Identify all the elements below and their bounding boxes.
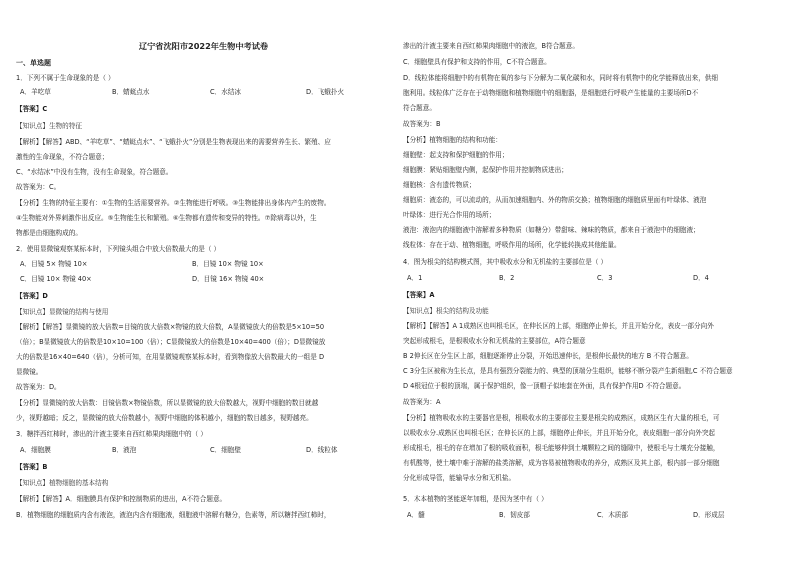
analysis-line: 【分析】生物的特征主要有：①生物的生活需要营养。②生物能进行呼吸。③生物能排出身体内产生的废物。 — [16, 199, 331, 207]
explanation-line: 显微镜。 — [16, 368, 43, 376]
explanation-line: 【解析】【解答】A 1成熟区也叫根毛区，在伸长区的上部，细胞停止伸长，并且开始分化，表皮一部分向外 — [403, 322, 714, 330]
analysis-line: 物都是由细胞构成的。 — [16, 229, 82, 237]
explanation-line: 【解析】【解答】ABD、“羊吃草”、“蜻蜓点水”、“飞蛾扑火”分别是生物表现出来的需要营养生长、繁殖、应 — [16, 138, 331, 146]
explanation-line: C 3分生区被称为生长点，是具有强烈分裂能力的、典型的顶端分生组织，能够不断分裂产生新细胞,C 不符合题意 — [403, 367, 733, 375]
knowledge-point: 【知识点】生物的特征 — [16, 122, 82, 130]
explanation-line: 故答案为：A — [403, 398, 441, 406]
option-a: A．1 — [407, 274, 423, 282]
option-b: B．液泡 — [112, 446, 137, 454]
page-title: 辽宁省沈阳市2022年生物中考试卷 — [138, 42, 269, 51]
knowledge-point: 【知识点】显微镜的结构与使用 — [16, 308, 109, 316]
analysis-line: 【分析】显微镜的放大倍数：目镜倍数×物镜倍数，所以显微镜的放大倍数越大，视野中细胞的数目就越 — [16, 399, 319, 407]
analysis-line: 液泡：液泡内的细胞液中溶解着多种物质（如糖分）带甜味、辣味的物质，都来自于液泡中的细胞液； — [403, 226, 700, 234]
question-4: 4．图为根尖的结构模式图，其中吸收水分和无机盐的主要部位是（ ） — [403, 258, 608, 266]
explanation-line: 渗出的汁液主要来自西红柿果肉细胞中的液泡，B符合题意。 — [403, 42, 579, 50]
answer-label: 【答案】C — [16, 105, 48, 113]
option-d: D．目镜 16× 物镜 40× — [192, 275, 265, 283]
option-c: C．木质部 — [597, 511, 628, 519]
explanation-line: 突起形成根毛，是根吸收水分和无机盐的主要部位，A符合题意 — [403, 337, 586, 345]
option-c: C．水结冰 — [210, 88, 241, 96]
analysis-line: 以吸收水分.成熟区也叫根毛区；在伸长区的上部，细胞停止伸长，并且开始分化，表皮细胞一部分向外突起 — [403, 429, 716, 437]
option-b: B．目镜 10× 物镜 10× — [192, 260, 264, 268]
explanation-line: C．细胞壁具有保护和支持的作用，C不符合题意。 — [403, 58, 551, 66]
option-b: B．蜻蜓点水 — [112, 88, 150, 96]
analysis-line: ④生物能对外界刺激作出反应。⑤生物能生长和繁殖。⑥生物都有遗传和变异的特性。⑦除病毒以外，生 — [16, 214, 317, 222]
question-5: 5．木本植物的茎能逐年加粗，是因为茎中有（ ） — [403, 495, 548, 503]
question-4-options — [403, 274, 778, 283]
analysis-line: 线粒体：存在于动、植物细胞，呼吸作用的场所，化学能转换成其他能量。 — [403, 241, 621, 249]
left-column — [16, 0, 391, 562]
option-b: B．2 — [499, 274, 515, 282]
explanation-line: B．植物细胞的细胞质内含有液泡，液泡内含有细胞液，细胞液中溶解有糖分，色素等，所以糖拌西红柿时， — [16, 511, 331, 519]
option-b: B．韧皮部 — [499, 511, 530, 519]
question-2-options-row-2 — [16, 275, 391, 284]
explanation-line: 符合题意。 — [403, 104, 436, 112]
analysis-line: 细胞质：液态的，可以流动的，从而加速细胞内、外的物质交换；植物细胞的细胞质里面有叶绿体、液泡 — [403, 196, 707, 204]
question-3: 3．糖拌西红柿时，渗出的汁液主要来自西红柿果肉细胞中的（ ） — [16, 430, 207, 438]
explanation-line: 【解析】【解答】A．细胞膜具有保护和控制物质的进出，A不符合题意。 — [16, 495, 227, 503]
explanation-line: 故答案为：C。 — [16, 183, 61, 191]
answer-label: 【答案】B — [16, 463, 48, 471]
explanation-line: D．线粒体能将细胞中的有机物在氧的参与下分解为二氧化碳和水，同时将有机物中的化学能释放出来，供细 — [403, 74, 718, 82]
knowledge-point: 【知识点】植物细胞的基本结构 — [16, 479, 109, 487]
option-d: D．4 — [693, 274, 709, 282]
explanation-line: 【解析】【解答】显微镜的放大倍数=目镜的放大倍数×物镜的放大倍数，A显微镜放大的倍数是5×10=50 — [16, 323, 325, 331]
option-a: A．髓 — [407, 511, 425, 519]
question-2-options-row-1 — [16, 260, 391, 269]
analysis-line: 细胞核：含有遗传物质； — [403, 181, 476, 189]
question-5-options — [403, 511, 778, 520]
analysis-line: 细胞膜：紧贴细胞壁内侧，起保护作用并控制物质进出； — [403, 166, 568, 174]
option-c: C．细胞壁 — [210, 446, 241, 454]
explanation-line: D 4根冠位于根的顶端，属于保护组织，像一顶帽子似地套在外面，具有保护作用D 不符合题意。 — [403, 382, 686, 390]
section-heading: 一、单选题 — [16, 59, 51, 67]
analysis-line: 有机酸等，使土壤中难于溶解的盐类溶解，成为容易被植物吸收的养分，成熟区及其上部，根内部一部分细胞 — [403, 459, 720, 467]
analysis-line: 分化形成导管，能输导水分和无机盐。 — [403, 474, 516, 482]
option-d: D．形成层 — [693, 511, 725, 519]
explanation-line: C、“水结冰”中没有生物，没有生命现象，符合题意。 — [16, 168, 173, 176]
explanation-line: （倍）；B显微镜放大的倍数是10×10=100（倍）；C显微镜放大的倍数是10×40=400（倍）；D显微镜放 — [16, 338, 326, 346]
option-c: C．目镜 10× 物镜 40× — [20, 275, 92, 283]
explanation-line: B 2伸长区在分生区上部，细胞逐渐停止分裂，开始迅速伸长，是根伸长最快的地方 B 不符合题意。 — [403, 352, 693, 360]
answer-label: 【答案】A — [403, 291, 435, 299]
option-d: D．飞蛾扑火 — [306, 88, 345, 96]
analysis-line: 【分析】植物细胞的结构和功能： — [403, 136, 502, 144]
option-a: A．细胞膜 — [20, 446, 51, 454]
analysis-line: 少，视野越暗；反之，显微镜的放大倍数越小，视野中细胞的体积越小，细胞的数目越多，视野越亮。 — [16, 414, 313, 422]
option-a: A．目镜 5× 物镜 10× — [20, 260, 88, 268]
question-3-options — [16, 446, 391, 455]
question-2: 2．使用显微镜观察某标本时，下列镜头组合中放大倍数最大的是（ ） — [16, 245, 221, 253]
analysis-line: 叶绿体：进行光合作用的场所； — [403, 211, 496, 219]
explanation-line: 胞利用。线粒体广泛存在于动物细胞和植物细胞中的细胞器，是细胞进行呼吸产生能量的主要场所D不 — [403, 89, 699, 97]
option-c: C．3 — [597, 274, 613, 282]
explanation-line: 故答案为：B — [403, 120, 441, 128]
analysis-line: 形成根毛，根毛的存在增加了根的吸收面积，根毛能够伸到土壤颗粒之间的缝隙中，使根毛与土壤充分接触， — [403, 444, 720, 452]
explanation-line: 大的倍数是16×40=640（倍），分析可知，在用显微镜观察某标本时，看到物像放大倍数最大的一组是 D — [16, 353, 325, 361]
explanation-line: 故答案为：D。 — [16, 383, 61, 391]
option-d: D．线粒体 — [306, 446, 338, 454]
right-column — [403, 0, 778, 562]
knowledge-point: 【知识点】根尖的结构及功能 — [403, 307, 489, 315]
option-a: A．羊吃草 — [20, 88, 51, 96]
question-1-options — [16, 88, 391, 97]
analysis-line: 细胞壁：起支持和保护细胞的作用； — [403, 151, 509, 159]
analysis-line: 【分析】植物吸收水的主要器官是根，根吸收水的主要部位主要是根尖的成熟区，成熟区生有大量的根毛，可 — [403, 414, 720, 422]
question-1: 1．下列不属于生命现象的是（ ） — [16, 74, 115, 82]
explanation-line: 激性的生命现象，不符合题意； — [16, 153, 109, 161]
answer-label: 【答案】D — [16, 292, 48, 300]
